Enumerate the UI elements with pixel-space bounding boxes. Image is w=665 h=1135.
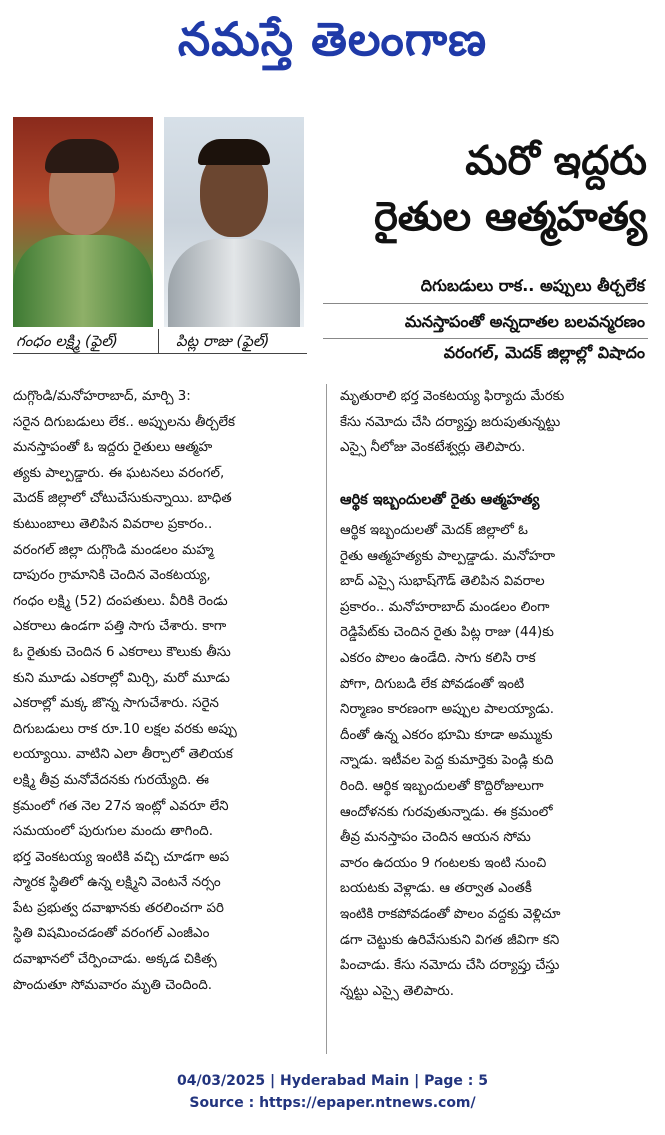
article-line: ఎకరం పొలం ఉండేది. సాగు కలిసి రాక <box>340 650 536 666</box>
deck-divider <box>323 338 648 339</box>
photo-caption-lakshmi: గంధం లక్ష్మి (ఫైల్) <box>16 332 118 350</box>
article-line: దాపురం గ్రామానికి చెందిన వెంకటయ్య, <box>13 568 211 584</box>
article-line: సరైన దిగుబడులు లేక.. అప్పులను తీర్చలేక <box>13 414 236 430</box>
article-line: లక్ష్మి తీవ్ర మనోవేదనకు గురయ్యేది. ఈ <box>13 772 209 788</box>
article-line: ఆర్థిక ఇబ్బందులతో మెదక్ జిల్లాలో ఓ <box>340 523 528 538</box>
article-line: స్థితి విషమించడంతో వరంగల్ ఎంజీఎం <box>13 926 210 942</box>
photo-figure-body <box>13 235 153 327</box>
deck-divider <box>323 303 648 304</box>
article-line: మృతురాలి భర్త వెంకటయ్య ఫిర్యాదు మేరకు <box>340 389 565 404</box>
article-line: లయ్యాయి. వాటిని ఎలా తీర్చాలో తెలియక <box>13 747 233 763</box>
article-line: కుటుంబాలు తెలిపిన వివరాల ప్రకారం.. <box>13 516 213 532</box>
article-line: బయటకు వెళ్లాడు. ఆ తర్వాత ఎంతకీ <box>340 881 532 897</box>
deck-line-1: దిగుబడులు రాక.. అప్పులు తీర్చలేక <box>420 276 645 295</box>
article-line: పొందుతూ సోమవారం మృతి చెందింది. <box>13 977 213 993</box>
article-line: దవాఖానలో చేర్పించాడు. అక్కడ చికిత్స <box>13 952 217 968</box>
photo-figure-body <box>168 239 300 327</box>
headline-line-1: మరో ఇద్దరు <box>465 138 647 184</box>
article-line: మనస్తాపంతో ఓ ఇద్దరు రైతులు ఆత్మహ <box>13 440 213 456</box>
deck-line-3: వరంగల్, మెదక్ జిల్లాల్లో విషాదం <box>443 343 645 362</box>
footer-source-link[interactable]: Source : https://epaper.ntnews.com/ <box>189 1095 476 1111</box>
article-line: ప్రకారం.. మనోహరాబాద్ మండలం లింగా <box>340 599 550 615</box>
article-line: డగా చెట్టుకు ఉరివేసుకుని విగత జీవిగా కని <box>340 932 560 948</box>
article-line: తీవ్ర మనస్తాపం చెందిన ఆయన సోమ <box>340 830 531 846</box>
photo-figure-hair <box>198 139 270 165</box>
deck-line-2: మనస్తాపంతో అన్నదాతల బలవన్మరణం <box>404 312 645 331</box>
article-line: రింది. ఆర్థిక ఇబ్బందులతో కొద్దిరోజులుగా <box>340 778 544 794</box>
photo-figure-hair <box>45 139 119 173</box>
article-line: న్నట్టు ఎస్సై తెలిపారు. <box>340 983 454 999</box>
footer-date-edition: 04/03/2025 | Hyderabad Main | Page : 5 <box>176 1073 489 1089</box>
article-column-right-top <box>340 384 648 461</box>
article-line: మెదక్ జిల్లాలో చోటుచేసుకున్నాయి. బాధిత <box>13 491 232 507</box>
article-line: ఎస్సై నీలోజు వెంకటేశ్వర్లు తెలిపారు. <box>340 440 526 456</box>
article-line: ఎకరాలు ఉండగా పత్తి సాగు చేశారు. కాగా <box>13 619 227 635</box>
farmer-photo-lakshmi <box>13 117 153 327</box>
article-line: పించాడు. కేసు నమోదు చేసి దర్యాప్తు చేస్తు <box>340 958 560 974</box>
article-line: గంధం లక్ష్మి (52) దంపతులు. వీరికి రెండు <box>13 593 228 609</box>
headline-line-2: రైతుల ఆత్మహత్య <box>374 194 647 240</box>
article-line: ఎకరాల్లో మక్క జొన్న సాగుచేశారు. సరైన <box>13 696 219 712</box>
article-line: కుని మూడు ఎకరాల్లో మిర్చి, మరో మూడు <box>13 670 230 686</box>
article-line: కేసు నమోదు చేసి దర్యాప్తు జరుపుతున్నట్టు <box>340 414 561 430</box>
article-line: త్యకు పాల్పడ్డారు. ఈ ఘటనలు వరంగల్, <box>13 465 225 481</box>
article-line: క్రమంలో గత నెల 27న ఇంట్లో ఎవరూ లేని <box>13 798 229 814</box>
article-column-right <box>340 518 648 1004</box>
article-line: రెడ్డిపేట్‌కు చెందిన రైతు పిట్ల రాజు (44)కు <box>340 625 554 641</box>
caption-underline <box>13 353 307 354</box>
caption-divider <box>158 329 159 353</box>
article-line: దీంతో ఉన్న ఎకరం భూమి కూడా అమ్ముకు <box>340 727 553 743</box>
article-line: భర్త వెంకటయ్య ఇంటికి వచ్చి చూడగా అప <box>13 849 230 865</box>
article-subhead: ఆర్థిక ఇబ్బందులతో రైతు ఆత్మహత్య <box>340 492 540 508</box>
article-line: ఓ రైతుకు చెందిన 6 ఎకరాలు కౌలుకు తీసు <box>13 644 231 660</box>
article-line: నిర్మాణం కారణంగా అప్పుల పాలయ్యాడు. <box>340 702 555 718</box>
article-line: ఆందోళనకు గురవుతున్నాడు. ఈ క్రమంలో <box>340 804 553 820</box>
article-line: స్మారక స్థితిలో ఉన్న లక్ష్మిని వెంటనే నర్సం <box>13 875 221 891</box>
article-line: వారం ఉదయం 9 గంటలకు ఇంటి నుంచి <box>340 855 547 871</box>
article-line: న్నాడు. ఇటీవల పెద్ద కుమార్తెకు పెండ్లి కుది <box>340 753 554 769</box>
masthead-logo: నమస్తే తెలంగాణ <box>177 12 488 66</box>
article-line: ఇంటికి రాకపోవడంతో పొలం వద్దకు వెళ్లిచూ <box>340 906 561 922</box>
article-line: దుగ్గొండి/మనోహరాబాద్, మార్చి 3: <box>13 389 191 404</box>
article-line: బాద్ ఎస్సై సుభాష్‌గౌడ్ తెలిపిన వివరాల <box>340 574 545 590</box>
photo-caption-raju: పిట్ల రాజు (ఫైల్) <box>176 332 270 350</box>
article-line: పోగా, దిగుబడి లేక పోవడంతో ఇంటి <box>340 676 525 692</box>
article-line: పేట ప్రభుత్వ దవాఖానకు తరలించగా పరి <box>13 900 224 916</box>
article-column-left <box>13 384 313 998</box>
column-divider <box>326 384 327 1054</box>
article-line: సమయంలో పురుగుల మందు తాగింది. <box>13 824 213 840</box>
article-line: దిగుబడులు రాక రూ.10 లక్షల వరకు అప్పు <box>13 721 237 737</box>
article-line: వరంగల్ జిల్లా దుగ్గొండి మండలం మహ్మ <box>13 542 214 558</box>
article-line: రైతు ఆత్మహత్యకు పాల్పడ్డాడు. మనోహరా <box>340 548 556 564</box>
farmer-photo-raju <box>164 117 304 327</box>
